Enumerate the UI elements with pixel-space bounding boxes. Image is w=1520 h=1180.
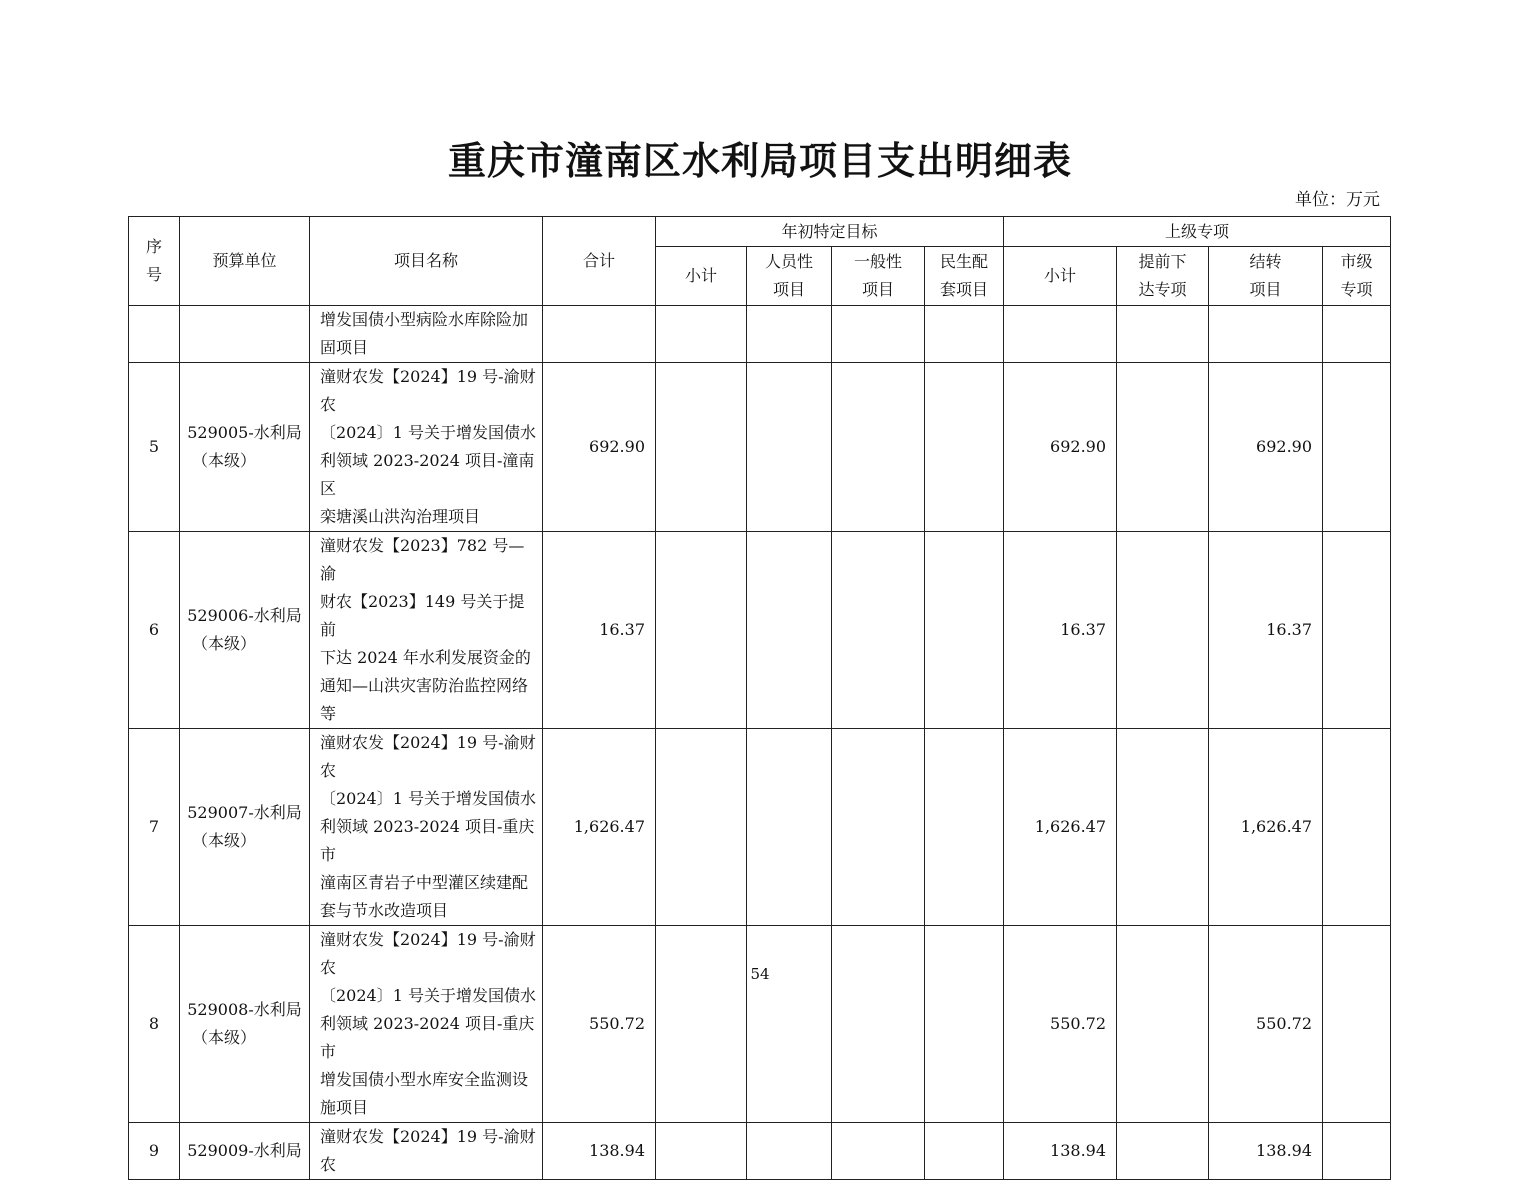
cell-total: 16.37 [543,532,656,729]
cell-g1-general [832,926,925,1123]
header-total: 合计 [543,217,656,306]
table-row [129,729,1391,926]
cell-g2-subtotal: 692.90 [1004,363,1117,532]
cell-g2-city [1323,532,1391,729]
cell-unit [180,729,310,926]
cell-g1-subtotal [656,306,747,363]
cell-g1-general [832,729,925,926]
cell-g1-livelihood [925,729,1004,926]
cell-g1-personnel [747,306,832,363]
project-expenditure-table [128,216,1391,1180]
header-g1-general-line1: 一般性 [853,252,902,271]
table-row [129,1123,1391,1180]
project-name-line: 潼财农发【2024】19 号-渝财农 [320,930,536,977]
header-g2-carry-line1: 结转 [1249,252,1282,271]
cell-unit-line2: （本级） [192,451,257,470]
cell-g1-subtotal [656,532,747,729]
project-name-line: 财农【2023】149 号关于提前 [320,592,525,639]
header-g1-personnel-line2: 项目 [772,280,805,299]
project-name-line: 利领域 2023-2024 项目-重庆市 [320,1014,535,1061]
cell-unit-line1: 529005-水利局 [187,423,302,442]
project-name-line: 等 [320,704,337,723]
cell-total: 138.94 [543,1123,656,1180]
header-g1-general [832,247,925,306]
cell-g1-livelihood [925,306,1004,363]
cell-g2-carry: 550.72 [1209,926,1323,1123]
cell-total: 692.90 [543,363,656,532]
project-name-line: 〔2024〕1 号关于增发国债水 [320,789,536,808]
cell-project-name [310,363,543,532]
header-g1-livelihood [925,247,1004,306]
cell-g2-carry: 138.94 [1209,1123,1323,1180]
project-name-line: 利领域 2023-2024 项目-重庆市 [320,817,535,864]
cell-g2-subtotal: 550.72 [1004,926,1117,1123]
header-group-initial-targets: 年初特定目标 [656,217,1004,247]
header-g1-personnel [747,247,832,306]
header-g2-carry [1209,247,1323,306]
cell-seq: 5 [129,363,180,532]
header-g2-advance [1117,247,1209,306]
header-seq-line2: 号 [145,265,162,284]
cell-g2-advance [1117,363,1209,532]
cell-unit [180,363,310,532]
header-project: 项目名称 [310,217,543,306]
header-g2-city-line1: 市级 [1340,252,1373,271]
cell-unit [180,1123,310,1180]
header-g1-personnel-line1: 人员性 [764,252,813,271]
header-g1-livelihood-line1: 民生配 [940,252,989,271]
cell-g1-personnel [747,1123,832,1180]
cell-project-name [310,926,543,1123]
project-name-line: 潼财农发【2024】19 号-渝财农 [320,733,536,780]
cell-unit-line1: 529009-水利局 [187,1141,302,1160]
cell-project-name [310,532,543,729]
cell-project-name [310,1123,543,1180]
cell-unit-line1: 529006-水利局 [187,606,302,625]
cell-unit [180,532,310,729]
cell-total: 550.72 [543,926,656,1123]
cell-g1-general [832,1123,925,1180]
cell-g2-carry: 692.90 [1209,363,1323,532]
table-row [129,306,1391,363]
cell-g2-city [1323,1123,1391,1180]
cell-unit-line1: 529008-水利局 [187,1000,302,1019]
cell-project-name [310,729,543,926]
cell-g2-subtotal: 16.37 [1004,532,1117,729]
header-group-superior-special: 上级专项 [1004,217,1391,247]
cell-g2-advance [1117,1123,1209,1180]
header-g2-advance-line1: 提前下 [1138,252,1187,271]
cell-g2-advance [1117,306,1209,363]
project-name-line: 通知—山洪灾害防治监控网络 [320,676,529,695]
cell-g1-general [832,532,925,729]
cell-g1-livelihood [925,1123,1004,1180]
table-header [129,217,1391,306]
cell-unit [180,926,310,1123]
cell-total [543,306,656,363]
cell-unit-line1: 529007-水利局 [187,803,302,822]
cell-g1-subtotal [656,363,747,532]
cell-g2-subtotal: 1,626.47 [1004,729,1117,926]
project-name-line: 潼财农发【2023】782 号—渝 [320,536,525,583]
cell-g1-personnel [747,729,832,926]
cell-seq [129,306,180,363]
page-number: 54 [750,965,770,983]
project-name-line: 固项目 [320,338,369,357]
cell-seq: 9 [129,1123,180,1180]
cell-g1-livelihood [925,363,1004,532]
cell-unit-line2: （本级） [192,831,257,850]
cell-g1-subtotal [656,926,747,1123]
header-g1-livelihood-line2: 套项目 [940,280,989,299]
page-title: 重庆市潼南区水利局项目支出明细表 [447,138,1072,183]
header-g2-subtotal: 小计 [1004,247,1117,306]
cell-g2-carry [1209,306,1323,363]
cell-g1-general [832,306,925,363]
cell-g1-livelihood [925,926,1004,1123]
project-name-line: 〔2024〕1 号关于增发国债水 [320,423,536,442]
project-name-line: 利领域 2023-2024 项目-潼南区 [320,451,535,498]
cell-g1-personnel [747,926,832,1123]
project-name-line: 潼南区青岩子中型灌区续建配 [320,873,529,892]
header-g2-city-line2: 专项 [1340,280,1373,299]
cell-g2-city [1323,306,1391,363]
cell-g2-city [1323,729,1391,926]
cell-g2-advance [1117,729,1209,926]
project-name-line: 下达 2024 年水利发展资金的 [320,648,531,667]
header-g1-subtotal: 小计 [656,247,747,306]
cell-g2-subtotal: 138.94 [1004,1123,1117,1180]
cell-total: 1,626.47 [543,729,656,926]
table-row [129,363,1391,532]
header-g1-general-line2: 项目 [861,280,894,299]
cell-g2-advance [1117,926,1209,1123]
header-unit: 预算单位 [180,217,310,306]
project-name-line: 施项目 [320,1098,369,1117]
table-body [129,306,1391,1180]
cell-seq: 7 [129,729,180,926]
cell-g1-subtotal [656,729,747,926]
cell-unit-line2: （本级） [192,1028,257,1047]
cell-g2-city [1323,926,1391,1123]
cell-g1-personnel [747,532,832,729]
project-name-line: 增发国债小型水库安全监测设 [320,1070,529,1089]
cell-g2-carry: 16.37 [1209,532,1323,729]
project-name-line: 潼财农发【2024】19 号-渝财农 [320,1127,536,1174]
header-seq [129,217,180,306]
cell-g2-city [1323,363,1391,532]
cell-unit [180,306,310,363]
unit-label: 单位：万元 [1295,190,1380,210]
cell-seq: 6 [129,532,180,729]
table-row [129,926,1391,1123]
project-name-line: 增发国债小型病险水库除险加 [320,310,529,329]
cell-g2-subtotal [1004,306,1117,363]
header-g2-city [1323,247,1391,306]
header-seq-line1: 序 [145,237,162,256]
cell-unit-line2: （本级） [192,634,257,653]
table-row [129,532,1391,729]
project-name-line: 栾塘溪山洪沟治理项目 [320,507,481,526]
header-g2-advance-line2: 达专项 [1138,280,1187,299]
cell-seq: 8 [129,926,180,1123]
cell-g1-personnel [747,363,832,532]
cell-g1-livelihood [925,532,1004,729]
cell-g2-advance [1117,532,1209,729]
cell-project-name [310,306,543,363]
header-g2-carry-line2: 项目 [1249,280,1282,299]
cell-g2-carry: 1,626.47 [1209,729,1323,926]
project-name-line: 套与节水改造项目 [320,901,449,920]
project-name-line: 〔2024〕1 号关于增发国债水 [320,986,536,1005]
project-name-line: 潼财农发【2024】19 号-渝财农 [320,367,536,414]
cell-g1-subtotal [656,1123,747,1180]
cell-g1-general [832,363,925,532]
